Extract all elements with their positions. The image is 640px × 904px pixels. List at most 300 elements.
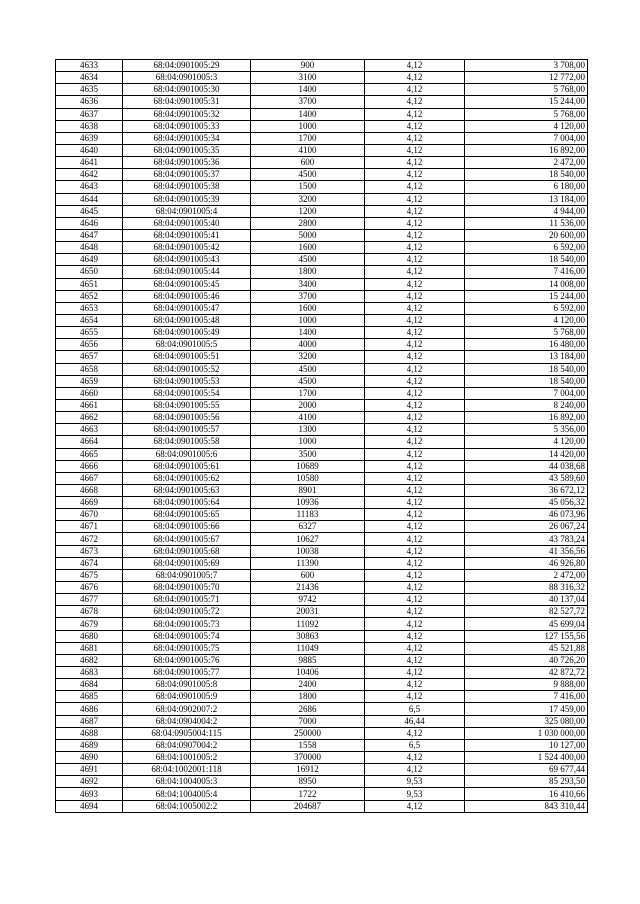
amount-cell: 3 708,00 — [465, 60, 588, 72]
rate-cell: 4,12 — [365, 72, 465, 84]
row-number-cell: 4671 — [56, 521, 123, 533]
table-row — [56, 314, 588, 326]
cadastral-number-cell: 68:04:0901005:6 — [123, 448, 251, 460]
area-cell: 2400 — [251, 679, 365, 691]
area-cell: 3700 — [251, 96, 365, 108]
rate-cell: 4,12 — [365, 545, 465, 557]
area-cell: 4100 — [251, 144, 365, 156]
table-row — [56, 217, 588, 229]
row-number-cell: 4670 — [56, 509, 123, 521]
table-row — [56, 472, 588, 484]
area-cell: 1200 — [251, 205, 365, 217]
amount-cell: 43 783,24 — [465, 533, 588, 545]
amount-cell: 6 592,00 — [465, 242, 588, 254]
amount-cell: 1 524 400,00 — [465, 752, 588, 764]
area-cell: 4000 — [251, 339, 365, 351]
cadastral-number-cell: 68:04:0901005:67 — [123, 533, 251, 545]
amount-cell: 16 892,00 — [465, 144, 588, 156]
amount-cell: 14 008,00 — [465, 278, 588, 290]
cadastral-number-cell: 68:04:0902007:2 — [123, 703, 251, 715]
area-cell: 3500 — [251, 448, 365, 460]
cadastral-number-cell: 68:04:0901005:58 — [123, 436, 251, 448]
rate-cell: 6,5 — [365, 703, 465, 715]
row-number-cell: 4641 — [56, 157, 123, 169]
rate-cell: 4,12 — [365, 266, 465, 278]
cadastral-number-cell: 68:04:0901005:64 — [123, 497, 251, 509]
table-row — [56, 727, 588, 739]
cadastral-number-cell: 68:04:0901005:35 — [123, 144, 251, 156]
amount-cell: 5 768,00 — [465, 108, 588, 120]
cadastral-number-cell: 68:04:0901005:46 — [123, 290, 251, 302]
cadastral-number-cell: 68:04:0901005:38 — [123, 181, 251, 193]
row-number-cell: 4646 — [56, 217, 123, 229]
cadastral-number-cell: 68:04:0901005:9 — [123, 691, 251, 703]
area-cell: 30863 — [251, 630, 365, 642]
cadastral-number-cell: 68:04:0901005:69 — [123, 557, 251, 569]
cadastral-number-cell: 68:04:0901005:36 — [123, 157, 251, 169]
rate-cell: 4,12 — [365, 60, 465, 72]
row-number-cell: 4635 — [56, 84, 123, 96]
table-row — [56, 654, 588, 666]
cadastral-number-cell: 68:04:0901005:75 — [123, 642, 251, 654]
rate-cell: 4,12 — [365, 278, 465, 290]
area-cell: 1400 — [251, 327, 365, 339]
row-number-cell: 4650 — [56, 266, 123, 278]
table-row — [56, 509, 588, 521]
amount-cell: 18 540,00 — [465, 363, 588, 375]
amount-cell: 15 244,00 — [465, 96, 588, 108]
rate-cell: 4,12 — [365, 157, 465, 169]
amount-cell: 10 127,00 — [465, 739, 588, 751]
amount-cell: 45 699,04 — [465, 618, 588, 630]
rate-cell: 4,12 — [365, 387, 465, 399]
row-number-cell: 4659 — [56, 375, 123, 387]
table-row — [56, 96, 588, 108]
cadastral-number-cell: 68:04:0901005:30 — [123, 84, 251, 96]
cadastral-number-cell: 68:04:0901005:32 — [123, 108, 251, 120]
amount-cell: 46 926,80 — [465, 557, 588, 569]
rate-cell: 4,12 — [365, 630, 465, 642]
amount-cell: 16 410,66 — [465, 788, 588, 800]
row-number-cell: 4639 — [56, 132, 123, 144]
row-number-cell: 4667 — [56, 472, 123, 484]
rate-cell: 4,12 — [365, 181, 465, 193]
table-row — [56, 606, 588, 618]
row-number-cell: 4638 — [56, 120, 123, 132]
cadastral-number-cell: 68:04:0901005:8 — [123, 679, 251, 691]
table-row — [56, 460, 588, 472]
table-row — [56, 557, 588, 569]
rate-cell: 4,12 — [365, 229, 465, 241]
cadastral-number-cell: 68:04:0901005:57 — [123, 424, 251, 436]
rate-cell: 4,12 — [365, 132, 465, 144]
row-number-cell: 4649 — [56, 254, 123, 266]
row-number-cell: 4687 — [56, 715, 123, 727]
area-cell: 10936 — [251, 497, 365, 509]
amount-cell: 7 416,00 — [465, 691, 588, 703]
row-number-cell: 4676 — [56, 582, 123, 594]
row-number-cell: 4637 — [56, 108, 123, 120]
area-cell: 11390 — [251, 557, 365, 569]
amount-cell: 6 180,00 — [465, 181, 588, 193]
cadastral-number-cell: 68:04:0905004:115 — [123, 727, 251, 739]
amount-cell: 42 872,72 — [465, 667, 588, 679]
area-cell: 10627 — [251, 533, 365, 545]
area-cell: 2000 — [251, 399, 365, 411]
area-cell: 10689 — [251, 460, 365, 472]
cadastral-number-cell: 68:04:0907004:2 — [123, 739, 251, 751]
table-row — [56, 181, 588, 193]
row-number-cell: 4685 — [56, 691, 123, 703]
amount-cell: 40 137,04 — [465, 594, 588, 606]
row-number-cell: 4683 — [56, 667, 123, 679]
row-number-cell: 4648 — [56, 242, 123, 254]
table-row — [56, 703, 588, 715]
row-number-cell: 4644 — [56, 193, 123, 205]
rate-cell: 4,12 — [365, 254, 465, 266]
table-row — [56, 302, 588, 314]
cadastral-number-cell: 68:04:0901005:51 — [123, 351, 251, 363]
row-number-cell: 4668 — [56, 484, 123, 496]
cadastral-number-cell: 68:04:0901005:42 — [123, 242, 251, 254]
row-number-cell: 4653 — [56, 302, 123, 314]
cadastral-number-cell: 68:04:0901005:77 — [123, 667, 251, 679]
row-number-cell: 4664 — [56, 436, 123, 448]
row-number-cell: 4636 — [56, 96, 123, 108]
area-cell: 3400 — [251, 278, 365, 290]
cadastral-number-cell: 68:04:0901005:74 — [123, 630, 251, 642]
area-cell: 250000 — [251, 727, 365, 739]
amount-cell: 43 589,60 — [465, 472, 588, 484]
table-row — [56, 132, 588, 144]
table-row — [56, 120, 588, 132]
amount-cell: 69 677,44 — [465, 764, 588, 776]
rate-cell: 4,12 — [365, 314, 465, 326]
cadastral-number-cell: 68:04:0901005:54 — [123, 387, 251, 399]
area-cell: 1800 — [251, 691, 365, 703]
rate-cell: 4,12 — [365, 521, 465, 533]
row-number-cell: 4693 — [56, 788, 123, 800]
table-row — [56, 72, 588, 84]
amount-cell: 44 038,68 — [465, 460, 588, 472]
amount-cell: 40 726,20 — [465, 654, 588, 666]
cadastral-number-cell: 68:04:0901005:62 — [123, 472, 251, 484]
cadastral-number-cell: 68:04:0901005:61 — [123, 460, 251, 472]
table-row — [56, 387, 588, 399]
cadastral-number-cell: 68:04:0901005:40 — [123, 217, 251, 229]
cadastral-number-cell: 68:04:0901005:55 — [123, 399, 251, 411]
table-row — [56, 436, 588, 448]
area-cell: 2686 — [251, 703, 365, 715]
amount-cell: 6 592,00 — [465, 302, 588, 314]
amount-cell: 7 416,00 — [465, 266, 588, 278]
area-cell: 7000 — [251, 715, 365, 727]
table-row — [56, 739, 588, 751]
area-cell: 1500 — [251, 181, 365, 193]
amount-cell: 127 155,56 — [465, 630, 588, 642]
rate-cell: 4,12 — [365, 582, 465, 594]
rate-cell: 4,12 — [365, 460, 465, 472]
row-number-cell: 4694 — [56, 800, 123, 812]
area-cell: 1000 — [251, 314, 365, 326]
area-cell: 3200 — [251, 351, 365, 363]
rate-cell: 4,12 — [365, 679, 465, 691]
area-cell: 20031 — [251, 606, 365, 618]
amount-cell: 85 293,50 — [465, 776, 588, 788]
rate-cell: 4,12 — [365, 302, 465, 314]
row-number-cell: 4651 — [56, 278, 123, 290]
row-number-cell: 4633 — [56, 60, 123, 72]
amount-cell: 20 600,00 — [465, 229, 588, 241]
row-number-cell: 4645 — [56, 205, 123, 217]
row-number-cell: 4662 — [56, 412, 123, 424]
rate-cell: 4,12 — [365, 242, 465, 254]
row-number-cell: 4679 — [56, 618, 123, 630]
amount-cell: 325 080,00 — [465, 715, 588, 727]
amount-cell: 17 459,00 — [465, 703, 588, 715]
table-row — [56, 424, 588, 436]
row-number-cell: 4673 — [56, 545, 123, 557]
rate-cell: 4,12 — [365, 484, 465, 496]
table-row — [56, 144, 588, 156]
row-number-cell: 4681 — [56, 642, 123, 654]
amount-cell: 41 356,56 — [465, 545, 588, 557]
table-row — [56, 193, 588, 205]
area-cell: 9742 — [251, 594, 365, 606]
cadastral-number-cell: 68:04:0901005:66 — [123, 521, 251, 533]
amount-cell: 5 768,00 — [465, 84, 588, 96]
data-table — [55, 59, 588, 813]
rate-cell: 6,5 — [365, 739, 465, 751]
cadastral-number-cell: 68:04:0901005:65 — [123, 509, 251, 521]
rate-cell: 4,12 — [365, 594, 465, 606]
area-cell: 10038 — [251, 545, 365, 557]
amount-cell: 14 420,00 — [465, 448, 588, 460]
area-cell: 1400 — [251, 84, 365, 96]
area-cell: 4100 — [251, 412, 365, 424]
row-number-cell: 4691 — [56, 764, 123, 776]
area-cell: 900 — [251, 60, 365, 72]
cadastral-number-cell: 68:04:0901005:53 — [123, 375, 251, 387]
table-row — [56, 290, 588, 302]
rate-cell: 4,12 — [365, 424, 465, 436]
area-cell: 8950 — [251, 776, 365, 788]
table-row — [56, 679, 588, 691]
table-row — [56, 205, 588, 217]
cadastral-number-cell: 68:04:0901005:5 — [123, 339, 251, 351]
cadastral-number-cell: 68:04:1004005:4 — [123, 788, 251, 800]
table-row — [56, 545, 588, 557]
rate-cell: 46,44 — [365, 715, 465, 727]
cadastral-number-cell: 68:04:0901005:73 — [123, 618, 251, 630]
row-number-cell: 4655 — [56, 327, 123, 339]
cadastral-number-cell: 68:04:0901005:33 — [123, 120, 251, 132]
table-row — [56, 569, 588, 581]
cadastral-number-cell: 68:04:0901005:4 — [123, 205, 251, 217]
area-cell: 10406 — [251, 667, 365, 679]
cadastral-number-cell: 68:04:0901005:48 — [123, 314, 251, 326]
area-cell: 1400 — [251, 108, 365, 120]
table-row — [56, 497, 588, 509]
area-cell: 3200 — [251, 193, 365, 205]
row-number-cell: 4643 — [56, 181, 123, 193]
table-row — [56, 60, 588, 72]
rate-cell: 4,12 — [365, 752, 465, 764]
table-row — [56, 278, 588, 290]
amount-cell: 5 768,00 — [465, 327, 588, 339]
amount-cell: 16 892,00 — [465, 412, 588, 424]
row-number-cell: 4661 — [56, 399, 123, 411]
rate-cell: 4,12 — [365, 144, 465, 156]
rate-cell: 4,12 — [365, 193, 465, 205]
rate-cell: 4,12 — [365, 217, 465, 229]
rate-cell: 4,12 — [365, 327, 465, 339]
table-row — [56, 630, 588, 642]
cadastral-number-cell: 68:04:0901005:34 — [123, 132, 251, 144]
area-cell: 11092 — [251, 618, 365, 630]
rate-cell: 4,12 — [365, 691, 465, 703]
rate-cell: 4,12 — [365, 84, 465, 96]
area-cell: 4500 — [251, 254, 365, 266]
area-cell: 3700 — [251, 290, 365, 302]
rate-cell: 4,12 — [365, 569, 465, 581]
row-number-cell: 4634 — [56, 72, 123, 84]
area-cell: 1700 — [251, 387, 365, 399]
amount-cell: 16 480,00 — [465, 339, 588, 351]
cadastral-number-cell: 68:04:0901005:29 — [123, 60, 251, 72]
table-row — [56, 351, 588, 363]
area-cell: 4500 — [251, 375, 365, 387]
rate-cell: 4,12 — [365, 205, 465, 217]
rate-cell: 4,12 — [365, 618, 465, 630]
table-row — [56, 266, 588, 278]
cadastral-number-cell: 68:04:0901005:31 — [123, 96, 251, 108]
cadastral-number-cell: 68:04:0901005:76 — [123, 654, 251, 666]
amount-cell: 18 540,00 — [465, 169, 588, 181]
row-number-cell: 4657 — [56, 351, 123, 363]
cadastral-number-cell: 68:04:0901005:43 — [123, 254, 251, 266]
area-cell: 4500 — [251, 363, 365, 375]
amount-cell: 4 120,00 — [465, 120, 588, 132]
amount-cell: 46 073,96 — [465, 509, 588, 521]
table-row — [56, 363, 588, 375]
row-number-cell: 4666 — [56, 460, 123, 472]
cadastral-number-cell: 68:04:0901005:39 — [123, 193, 251, 205]
rate-cell: 4,12 — [365, 339, 465, 351]
table-row — [56, 582, 588, 594]
area-cell: 1600 — [251, 242, 365, 254]
table-row — [56, 764, 588, 776]
table-row — [56, 169, 588, 181]
amount-cell: 4 944,00 — [465, 205, 588, 217]
table-row — [56, 752, 588, 764]
rate-cell: 4,12 — [365, 290, 465, 302]
rate-cell: 4,12 — [365, 96, 465, 108]
table-row — [56, 642, 588, 654]
cadastral-number-cell: 68:04:0901005:41 — [123, 229, 251, 241]
cadastral-number-cell: 68:04:0901005:68 — [123, 545, 251, 557]
rate-cell: 4,12 — [365, 606, 465, 618]
cadastral-number-cell: 68:04:0904004:2 — [123, 715, 251, 727]
cadastral-number-cell: 68:04:1002001:118 — [123, 764, 251, 776]
row-number-cell: 4677 — [56, 594, 123, 606]
amount-cell: 8 240,00 — [465, 399, 588, 411]
cadastral-number-cell: 68:04:0901005:71 — [123, 594, 251, 606]
amount-cell: 1 030 000,00 — [465, 727, 588, 739]
area-cell: 8901 — [251, 484, 365, 496]
area-cell: 21436 — [251, 582, 365, 594]
row-number-cell: 4686 — [56, 703, 123, 715]
amount-cell: 11 536,00 — [465, 217, 588, 229]
table-row — [56, 242, 588, 254]
row-number-cell: 4656 — [56, 339, 123, 351]
table-row — [56, 84, 588, 96]
area-cell: 600 — [251, 157, 365, 169]
area-cell: 11049 — [251, 642, 365, 654]
cadastral-number-cell: 68:04:0901005:49 — [123, 327, 251, 339]
row-number-cell: 4658 — [56, 363, 123, 375]
area-cell: 9885 — [251, 654, 365, 666]
amount-cell: 9 888,00 — [465, 679, 588, 691]
area-cell: 11183 — [251, 509, 365, 521]
rate-cell: 9,53 — [365, 776, 465, 788]
amount-cell: 18 540,00 — [465, 254, 588, 266]
area-cell: 1800 — [251, 266, 365, 278]
cadastral-number-cell: 68:04:1001005:2 — [123, 752, 251, 764]
amount-cell: 4 120,00 — [465, 314, 588, 326]
amount-cell: 2 472,00 — [465, 157, 588, 169]
area-cell: 16912 — [251, 764, 365, 776]
cadastral-number-cell: 68:04:0901005:72 — [123, 606, 251, 618]
cadastral-number-cell: 68:04:0901005:44 — [123, 266, 251, 278]
row-number-cell: 4692 — [56, 776, 123, 788]
row-number-cell: 4690 — [56, 752, 123, 764]
rate-cell: 4,12 — [365, 436, 465, 448]
rate-cell: 4,12 — [365, 412, 465, 424]
amount-cell: 13 184,00 — [465, 351, 588, 363]
row-number-cell: 4654 — [56, 314, 123, 326]
table-row — [56, 375, 588, 387]
rate-cell: 4,12 — [365, 120, 465, 132]
row-number-cell: 4682 — [56, 654, 123, 666]
rate-cell: 4,12 — [365, 642, 465, 654]
area-cell: 1722 — [251, 788, 365, 800]
area-cell: 600 — [251, 569, 365, 581]
area-cell: 1300 — [251, 424, 365, 436]
row-number-cell: 4688 — [56, 727, 123, 739]
row-number-cell: 4652 — [56, 290, 123, 302]
rate-cell: 4,12 — [365, 654, 465, 666]
row-number-cell: 4669 — [56, 497, 123, 509]
table-row — [56, 448, 588, 460]
area-cell: 1000 — [251, 436, 365, 448]
table-row — [56, 412, 588, 424]
amount-cell: 2 472,00 — [465, 569, 588, 581]
row-number-cell: 4689 — [56, 739, 123, 751]
amount-cell: 7 004,00 — [465, 132, 588, 144]
table-row — [56, 254, 588, 266]
rate-cell: 4,12 — [365, 509, 465, 521]
rate-cell: 4,12 — [365, 375, 465, 387]
row-number-cell: 4674 — [56, 557, 123, 569]
cadastral-number-cell: 68:04:0901005:3 — [123, 72, 251, 84]
rate-cell: 4,12 — [365, 363, 465, 375]
cadastral-number-cell: 68:04:0901005:45 — [123, 278, 251, 290]
amount-cell: 12 772,00 — [465, 72, 588, 84]
rate-cell: 4,12 — [365, 727, 465, 739]
table-row — [56, 339, 588, 351]
row-number-cell: 4665 — [56, 448, 123, 460]
